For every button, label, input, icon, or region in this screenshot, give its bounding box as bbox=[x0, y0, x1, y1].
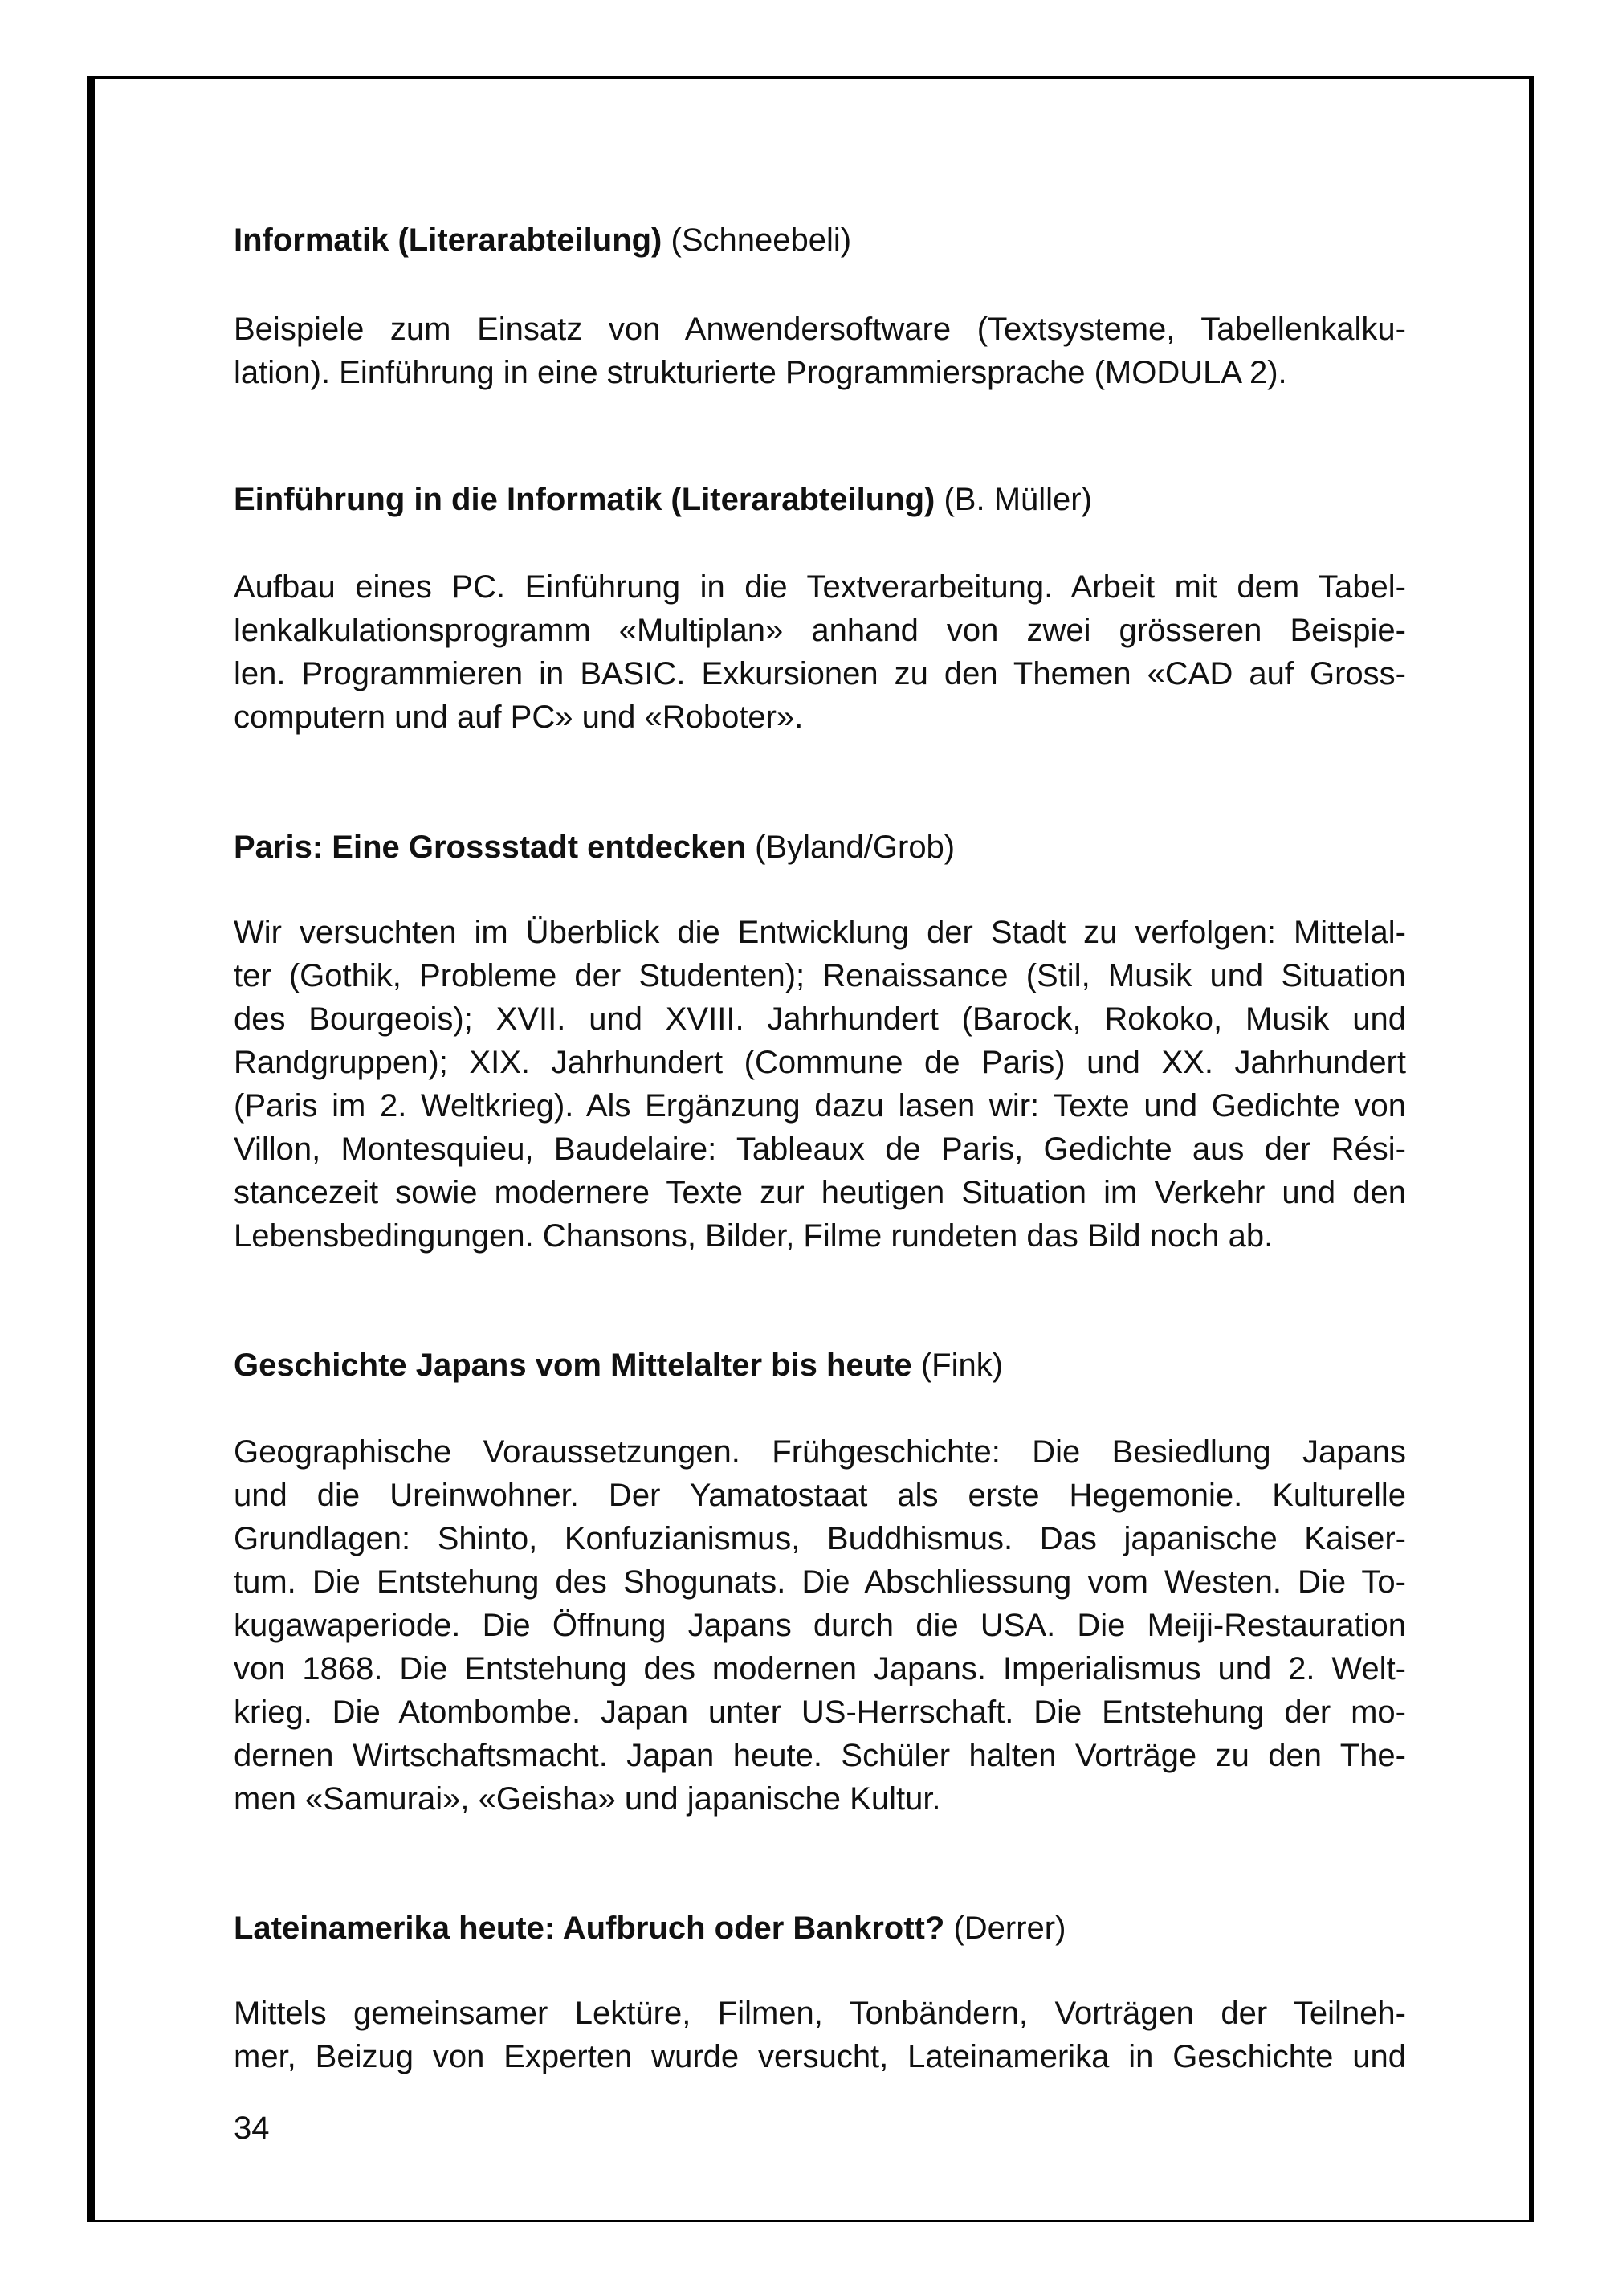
paragraph-line: des Bourgeois); XVII. und XVIII. Jahrhundert (Barock, Rokoko, Musik und bbox=[234, 1001, 1406, 1037]
section-author: (B. Müller) bbox=[944, 482, 1092, 517]
paragraph-line: lation). Einführung in eine strukturierte Programmiersprache (MODULA 2). bbox=[234, 355, 1287, 390]
paragraph-line: computern und auf PC» und «Roboter». bbox=[234, 699, 804, 735]
section-heading bbox=[234, 1344, 1406, 1387]
paragraph-line: men «Samurai», «Geisha» und japanische Kultur. bbox=[234, 1781, 941, 1817]
section-japan bbox=[234, 1344, 1406, 1387]
section-paris bbox=[234, 826, 1406, 869]
section-heading bbox=[234, 826, 1406, 869]
section-paragraph bbox=[234, 565, 1406, 739]
paragraph-line: ter (Gothik, Probleme der Studenten); Renaissance (Stil, Musik und Situation bbox=[234, 958, 1406, 993]
paragraph-line: Randgruppen); XIX. Jahrhundert (Commune de Paris) und XX. Jahrhundert bbox=[234, 1045, 1406, 1080]
paragraph-line: len. Programmieren in BASIC. Exkursionen zu den Themen «CAD auf Gross- bbox=[234, 656, 1406, 691]
section-heading bbox=[234, 478, 1406, 521]
section-title: Geschichte Japans vom Mittelalter bis heute bbox=[234, 1348, 912, 1383]
paragraph-line: Lebensbedingungen. Chansons, Bilder, Filme rundeten das Bild noch ab. bbox=[234, 1218, 1274, 1254]
paragraph-line: lenkalkulationsprogramm «Multiplan» anhand von zwei grösseren Beispie- bbox=[234, 613, 1406, 648]
paragraph-line: kugawaperiode. Die Öffnung Japans durch die USA. Die Meiji-Restauration bbox=[234, 1608, 1406, 1643]
section-heading bbox=[234, 218, 1406, 262]
section-title: Einführung in die Informatik (Literarabteilung) bbox=[234, 482, 935, 517]
section-einfuehrung-informatik bbox=[234, 478, 1406, 521]
paragraph-line: von 1868. Die Entstehung des modernen Japans. Imperialismus und 2. Welt- bbox=[234, 1651, 1406, 1686]
section-informatik bbox=[234, 218, 1406, 262]
section-paragraph bbox=[234, 308, 1406, 394]
section-author: (Byland/Grob) bbox=[755, 830, 956, 865]
paragraph-line: Beispiele zum Einsatz von Anwendersoftware (Textsysteme, Tabellenkalku- bbox=[234, 312, 1406, 347]
section-paragraph bbox=[234, 1430, 1406, 1821]
section-einfuehrung-informatik-body bbox=[234, 565, 1406, 739]
paragraph-line: mer, Beizug von Experten wurde versucht, Lateinamerika in Geschichte und bbox=[234, 2039, 1406, 2074]
section-author: (Schneebeli) bbox=[671, 222, 852, 258]
section-title: Informatik (Literarabteilung) bbox=[234, 222, 662, 258]
paragraph-line: dernen Wirtschaftsmacht. Japan heute. Schüler halten Vorträge zu den The- bbox=[234, 1738, 1406, 1773]
section-author: (Fink) bbox=[920, 1348, 1004, 1383]
section-paris-body bbox=[234, 911, 1406, 1258]
section-paragraph bbox=[234, 1992, 1406, 2078]
paragraph-line: Wir versuchten im Überblick die Entwicklung der Stadt zu verfolgen: Mittelal- bbox=[234, 915, 1406, 950]
paragraph-line: stancezeit sowie modernere Texte zur heutigen Situation im Verkehr und den bbox=[234, 1175, 1406, 1210]
section-title: Paris: Eine Grossstadt entdecken bbox=[234, 830, 747, 865]
paragraph-line: tum. Die Entstehung des Shogunats. Die Abschliessung vom Westen. Die To- bbox=[234, 1564, 1406, 1600]
page-number: 34 bbox=[234, 2110, 270, 2146]
paragraph-line: Grundlagen: Shinto, Konfuzianismus, Buddhismus. Das japanische Kaiser- bbox=[234, 1521, 1406, 1556]
section-lateinamerika bbox=[234, 1907, 1406, 1950]
paragraph-line: Aufbau eines PC. Einführung in die Textverarbeitung. Arbeit mit dem Tabel- bbox=[234, 569, 1406, 605]
paragraph-line: krieg. Die Atombombe. Japan unter US-Herrschaft. Die Entstehung der mo- bbox=[234, 1694, 1406, 1730]
paragraph-line: Mittels gemeinsamer Lektüre, Filmen, Tonbändern, Vorträgen der Teilneh- bbox=[234, 1996, 1406, 2031]
section-paragraph bbox=[234, 911, 1406, 1258]
paragraph-line: (Paris im 2. Weltkrieg). Als Ergänzung dazu lasen wir: Texte und Gedichte von bbox=[234, 1088, 1406, 1124]
section-informatik-body bbox=[234, 308, 1406, 394]
section-lateinamerika-body bbox=[234, 1992, 1406, 2078]
section-author: (Derrer) bbox=[953, 1911, 1066, 1946]
section-heading bbox=[234, 1907, 1406, 1950]
paragraph-line: Geographische Voraussetzungen. Frühgeschichte: Die Besiedlung Japans bbox=[234, 1434, 1406, 1470]
paragraph-line: Villon, Montesquieu, Baudelaire: Tableaux de Paris, Gedichte aus der Rési- bbox=[234, 1132, 1406, 1167]
section-title: Lateinamerika heute: Aufbruch oder Bankrott? bbox=[234, 1911, 945, 1946]
paragraph-line: und die Ureinwohner. Der Yamatostaat als erste Hegemonie. Kulturelle bbox=[234, 1478, 1406, 1513]
section-japan-body bbox=[234, 1430, 1406, 1821]
